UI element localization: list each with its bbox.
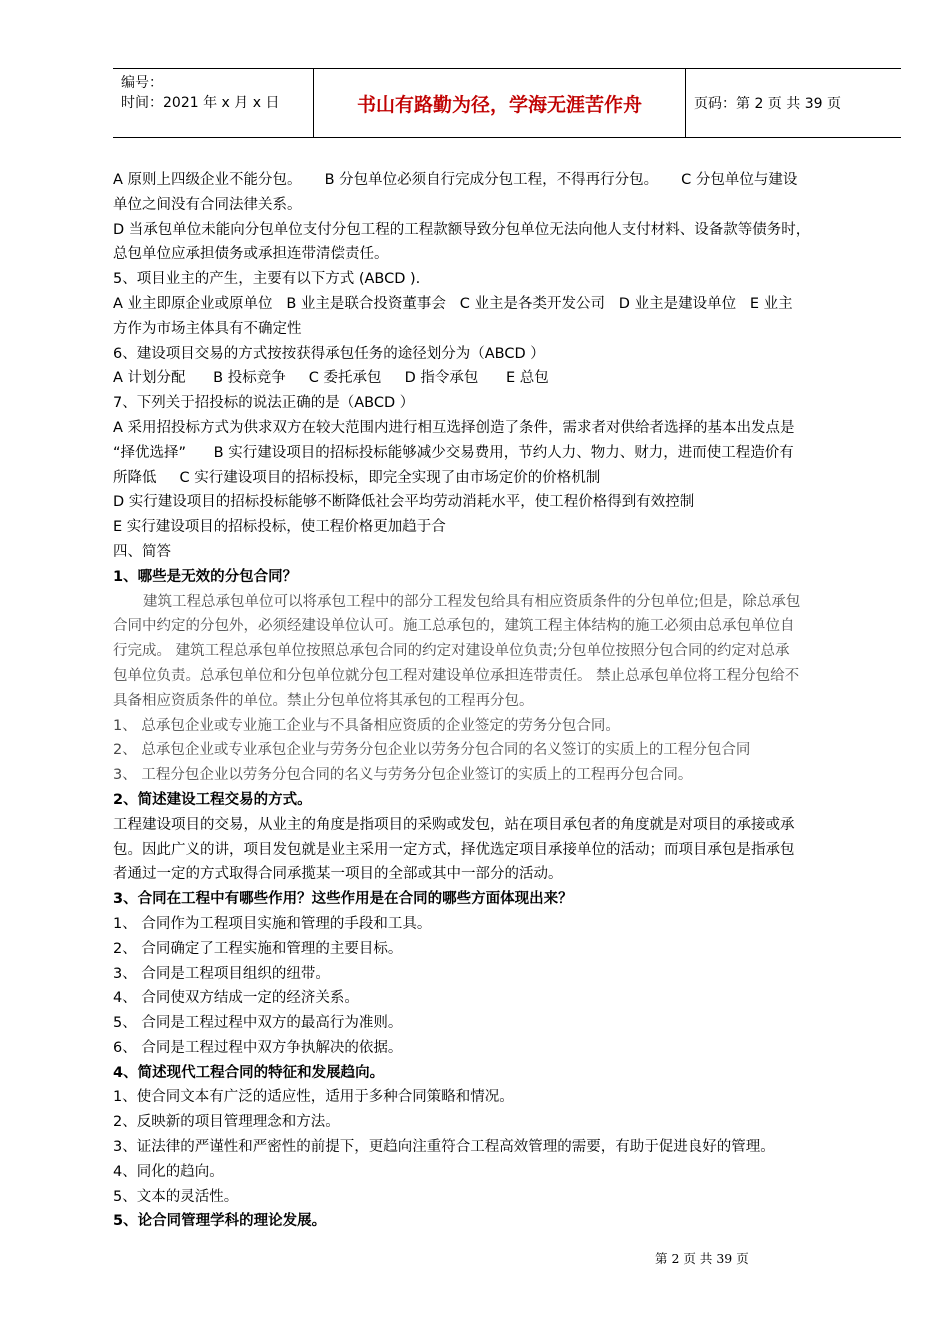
text-line: 行完成。 建筑工程总承包单位按照总承包合同的约定对建设单位负责;分包单位按照分包合同的约定对总承: [113, 643, 790, 660]
list-item: 3、 合同是工程项目组织的纽带。: [113, 965, 330, 982]
text-line: 包。因此广义的讲，项目发包就是业主采用一定方式，择优选定项目承接单位的活动；而项目承包是指承包: [113, 841, 795, 858]
header-motto: 书山有路勤为径，学海无涯苦作舟: [313, 69, 686, 137]
text-line: D 实行建设项目的招标投标能够不断降低社会平均劳动消耗水平，使工程价格得到有效控制: [113, 494, 695, 511]
text-line: A 计划分配 B 投标竞争 C 委托承包 D 指令承包 E 总包: [113, 370, 549, 387]
page-footer: 第 2 页 共 39 页: [655, 1251, 749, 1266]
list-item: 4、 合同使双方结成一定的经济关系。: [113, 990, 359, 1007]
text-line: 具备相应资质条件的单位。禁止分包单位将其承包的工程再分包。: [113, 692, 534, 709]
list-item: 1、 总承包企业或专业施工企业与不具备相应资质的企业签定的劳务分包合同。: [113, 717, 620, 734]
list-item: 2、 合同确定了工程实施和管理的主要目标。: [113, 940, 403, 957]
text-line: E 实行建设项目的招标投标，使工程价格更加趋于合: [113, 519, 446, 536]
list-item: 4、同化的趋向。: [113, 1163, 224, 1180]
list-item: 3、证法律的严谨性和严密性的前提下，更趋向注重符合工程高效管理的需要，有助于促进良好的管理。: [113, 1139, 775, 1156]
section-heading: 四、简答: [113, 543, 171, 560]
text-line: 总包单位应承担债务或承担连带清偿责任。: [113, 246, 389, 263]
text-line: 所降低 C 实行建设项目的招标投标，即完全实现了由市场定价的价格机制: [113, 469, 601, 486]
question-5: 5、项目业主的产生，主要有以下方式 (ABCD ).: [113, 271, 421, 288]
header-page-number: 页码：第 2 页 共 39 页: [694, 96, 841, 112]
list-item: 2、反映新的项目管理理念和方法。: [113, 1114, 340, 1131]
doc-number-label: 编号：: [121, 75, 163, 91]
list-item: 6、 合同是工程过程中双方争执解决的依据。: [113, 1039, 403, 1056]
question-6: 6、建设项目交易的方式按按获得承包任务的途径划分为（ABCD ）: [113, 345, 545, 362]
text-line: A 业主即原企业或原单位 B 业主是联合投资董事会 C 业主是各类开发公司 D 业主是建设单位 E 业主: [113, 295, 793, 312]
list-item: 5、 合同是工程过程中双方的最高行为准则。: [113, 1015, 403, 1032]
short-answer-1-heading: 1、哪些是无效的分包合同？: [113, 568, 298, 585]
text-line: 方作为市场主体具有不确定性: [113, 320, 302, 337]
document-body: [113, 168, 908, 1234]
text-line: 建筑工程总承包单位可以将承包工程中的部分工程发包给具有相应资质条件的分包单位;但是，除总承包: [143, 593, 801, 610]
list-item: 3、 工程分包企业以劳务分包合同的名义与劳务分包企业签订的实质上的工程再分包合同。: [113, 767, 693, 784]
text-line: 者通过一定的方式取得合同承揽某一项目的全部或其中一部分的活动。: [113, 866, 563, 883]
text-line: A 采用招投标方式为供求双方在较大范围内进行相互选择创造了条件，需求者对供给者选择的基本出发点是: [113, 419, 795, 436]
text-line: 单位之间没有合同法律关系。: [113, 196, 302, 213]
doc-time-label: 时间：2021 年 x 月 x 日: [121, 95, 280, 111]
text-line: 工程建设项目的交易，从业主的角度是指项目的采购或发包，站在项目承包者的角度就是对项目的承接或承: [113, 816, 795, 833]
short-answer-2-heading: 2、简述建设工程交易的方式。: [113, 791, 312, 808]
header-meta: [113, 69, 313, 137]
text-line: 合同中约定的分包外，必须经建设单位认可。施工总承包的，建筑工程主体结构的施工必须由总承包单位自: [113, 618, 795, 635]
short-answer-5-heading: 5、论合同管理学科的理论发展。: [113, 1213, 327, 1230]
list-item: 2、 总承包企业或专业承包企业与劳务分包企业以劳务分包合同的名义签订的实质上的工程分包合同: [113, 742, 751, 759]
list-item: 5、文本的灵活性。: [113, 1188, 239, 1205]
text-line: D 当承包单位未能向分包单位支付分包工程的工程款额导致分包单位无法向他人支付材料、设备款等债务时，: [113, 221, 811, 238]
text-line: A 原则上四级企业不能分包。 B 分包单位必须自行完成分包工程，不得再行分包。 C 分包单位与建设: [113, 172, 798, 188]
text-line: “择优选择” B 实行建设项目的招标投标能够减少交易费用，节约人力、物力、财力，进而使工程造价有: [113, 444, 794, 461]
page-header: [113, 68, 901, 138]
short-answer-3-heading: 3、合同在工程中有哪些作用？这些作用是在合同的哪些方面体现出来？: [113, 891, 573, 908]
list-item: 1、 合同作为工程项目实施和管理的手段和工具。: [113, 915, 432, 932]
short-answer-4-heading: 4、简述现代工程合同的特征和发展趋向。: [113, 1064, 385, 1081]
question-7: 7、下列关于招投标的说法正确的是（ABCD ）: [113, 395, 415, 412]
list-item: 1、使合同文本有广泛的适应性，适用于多种合同策略和情况。: [113, 1089, 514, 1106]
text-line: 包单位负责。总承包单位和分包单位就分包工程对建设单位承担连带责任。 禁止总承包单位将工程分包给不: [113, 667, 800, 684]
